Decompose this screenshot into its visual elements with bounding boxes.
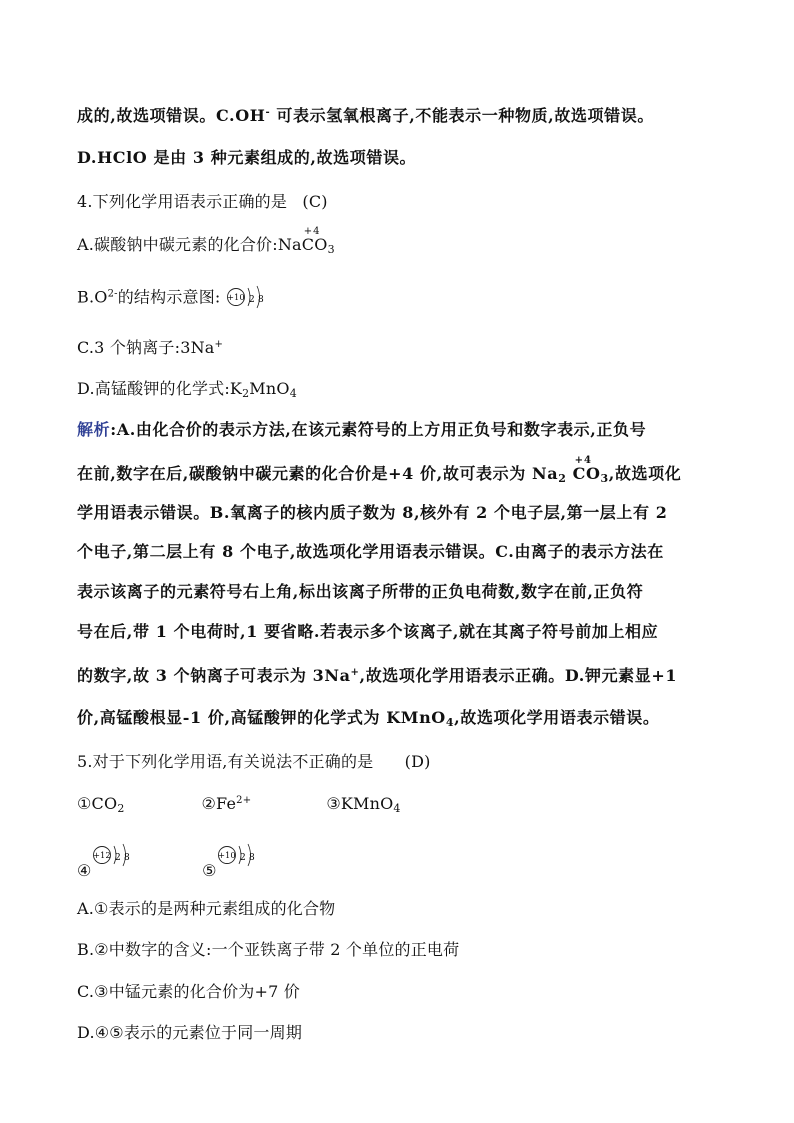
analysis-line-6: 号在后,带 1 个电荷时,1 要省略.若表示多个该离子,就在其离子符号前加上相应 bbox=[77, 622, 659, 641]
shell-electrons: 2 8 bbox=[239, 853, 255, 863]
question-5-option-c: C.③中锰元素的化合价为+7 价 bbox=[77, 982, 300, 1001]
question-5-answer: (D) bbox=[404, 752, 431, 771]
shell-electrons: 2 8 bbox=[248, 295, 264, 305]
question-5-stem: 5.对于下列化学用语,有关说法不正确的是 (D) bbox=[77, 752, 431, 771]
item-2: $②Fe^{2+}$ bbox=[201, 794, 252, 813]
analysis-line-1: 解析:A.由化合价的表示方法,在该元素符号的上方用正负号和数字表示,正负号 bbox=[77, 420, 647, 439]
valence-c-analysis: C +4 bbox=[572, 455, 592, 483]
question-5-option-b: B.②中数字的含义:一个亚铁离子带 2 个单位的正电荷 bbox=[77, 940, 460, 959]
question-5-option-d: D.④⑤表示的元素位于同一周期 bbox=[77, 1023, 303, 1042]
analysis-line-7: 的数字,故 3 个钠离子可表示为 3Na+,故选项化学用语表示正确。D.钾元素显+1 bbox=[77, 666, 678, 685]
item-3: ③KMnO$_4$ bbox=[326, 794, 401, 815]
magnesium-structure-diagram bbox=[92, 842, 136, 870]
analysis-line-3: 学用语表示错误。B.氧离子的核内质子数为 8,核外有 2 个电子层,第一层上有 2 bbox=[77, 503, 668, 522]
neon-structure-diagram bbox=[217, 842, 261, 870]
question-4-option-a: A.碳酸钠中碳元素的化合价:NaC +4 $O_3$ bbox=[77, 226, 335, 256]
item-5: ⑤ +10 2 8 bbox=[202, 861, 261, 880]
question-4-answer: (C) bbox=[302, 192, 328, 211]
oxygen-ion-structure-diagram bbox=[226, 284, 270, 312]
question-5-option-a: A.①表示的是两种元素组成的化合物 bbox=[77, 899, 336, 918]
question-5-items-row-2 bbox=[77, 842, 261, 883]
shell-electrons: 2 8 bbox=[114, 853, 130, 863]
prev-analysis-line-1: 成的,故选项错误。C.OH- 可表示氢氧根离子,不能表示一种物质,故选项错误。 bbox=[77, 106, 654, 125]
nucleus-charge: +10 bbox=[227, 293, 245, 302]
prev-analysis-line-2: D.HClO 是由 3 种元素组成的,故选项错误。 bbox=[77, 148, 417, 167]
item-1: $①CO_2$ bbox=[77, 794, 125, 815]
nucleus-charge: +12 bbox=[92, 851, 111, 860]
analysis-line-2: 在前,数字在后,碳酸钠中碳元素的化合价是+4 价,故可表示为 $Na_2$ C +4 $O_3$,故选项化 bbox=[77, 455, 682, 485]
nucleus-charge: +10 bbox=[217, 851, 236, 860]
question-4-option-d: D.高锰酸钾的化学式$:K_2MnO_4$ bbox=[77, 379, 297, 400]
analysis-line-4: 个电子,第二层上有 8 个电子,故选项化学用语表示错误。C.由离子的表示方法在 bbox=[77, 542, 664, 561]
question-4-option-b: $B.O^{2-}$的结构示意图: +10 2 8 bbox=[77, 284, 270, 312]
question-4-stem: 4.下列化学用语表示正确的是 (C) bbox=[77, 192, 328, 211]
question-4-option-c: C.3 个钠离子:3Na+ bbox=[77, 338, 224, 357]
question-5-items-row-1 bbox=[77, 792, 401, 816]
analysis-line-8: 价,高锰酸根显-1 价,高锰酸钾的化学式为 KMnO$_4$,故选项化学用语表示错误。 bbox=[77, 708, 660, 729]
valence-c: C +4 bbox=[301, 226, 321, 254]
analysis-line-5: 表示该离子的元素符号右上角,标出该离子所带的正负电荷数,数字在前,正负符 bbox=[77, 582, 644, 601]
analysis-label: 解析 bbox=[77, 420, 111, 439]
item-4: ④ +12 2 8 bbox=[77, 861, 141, 880]
